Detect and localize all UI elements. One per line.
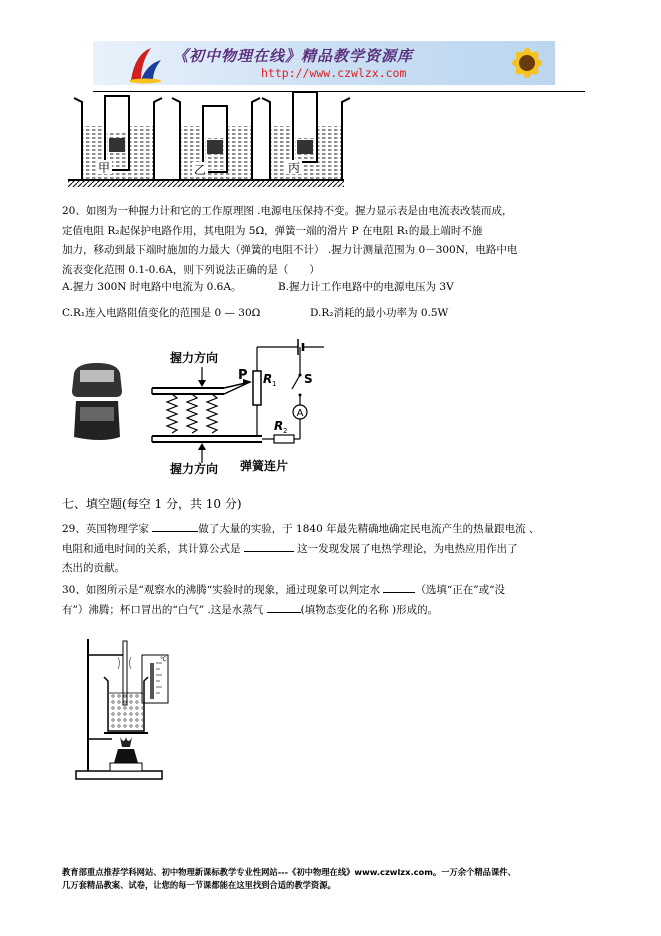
r1-label: R	[263, 372, 273, 386]
beakers-figure	[62, 88, 352, 190]
q20-line-1: 20、如图为一种握力计和它的工作原理图 .电源电压保持不变。握力显示表是由电流表改装而成，	[62, 205, 513, 217]
q20-line-2: 定值电阻 R₂起保护电路作用，其电阻为 5Ω，弹簧一端的滑片 P 在电阻 R₁的最上端时不施	[62, 224, 483, 237]
force-direction-bottom: 握力方向	[170, 462, 219, 476]
q30-blank-2[interactable]	[267, 601, 301, 613]
switch-s	[292, 375, 300, 389]
q29-line-1: 29、英国物理学家 做了大量的实验，于 1840 年最先精确地确定民电流产生的热量跟电流 、	[62, 520, 539, 540]
switch-label: S	[304, 372, 313, 386]
q29-line-3: 杰出的贡献。	[62, 562, 125, 574]
boiling-water-figure	[68, 633, 180, 785]
q29-blank-1[interactable]	[152, 520, 198, 532]
resistor-r1	[253, 371, 261, 405]
r1-subscript: 1	[272, 380, 277, 388]
spring-connector-label: 弹簧连片	[240, 459, 289, 473]
header-title: 《初中物理在线》精品教学资源库	[173, 47, 414, 65]
r2-subscript: 2	[283, 427, 288, 435]
beaker-bing	[262, 92, 350, 180]
sunflower-icon	[497, 41, 555, 85]
r2-label: R	[274, 419, 284, 433]
question-20	[62, 202, 517, 280]
beaker-yi	[172, 98, 260, 180]
question-30	[62, 581, 505, 620]
q20-line-3: 加力，移动到最下端时施加的力最大（弹簧的电阻不计） .握力计测量范围为 0－300N，电路中电	[62, 244, 518, 256]
q30-line-1: 30、如图所示是“观察水的沸腾“实验时的现象，通过现象可以判定水 （选填“正在”或“没	[62, 581, 505, 601]
footer	[62, 866, 516, 892]
slider-p-label: P	[238, 368, 248, 383]
force-direction-top: 握力方向	[170, 351, 219, 365]
beaker-label-yi: 乙	[193, 163, 207, 177]
grip-device-photo	[72, 363, 122, 440]
ammeter-label: A	[296, 408, 304, 419]
q20-option-c: C.R₁连入电路阻值变化的范围是 0 — 30Ω	[62, 307, 261, 319]
footer-line-2: 几万套精品教案、试卷，让您的每一节课都能在这里找到合适的教学资源。	[62, 880, 336, 890]
q30-line-2: 有”）沸腾；杯口冒出的“白气” .这是水蒸气 (填物态变化的名称 )形成的。	[62, 601, 505, 621]
section-7-title: 七、填空题(每空 1 分，共 10 分)	[62, 497, 242, 511]
q20-option-a: A.握力 300N 时电路中电流为 0.6A。	[62, 281, 242, 293]
beaker-label-jia: 甲	[97, 161, 111, 175]
grip-dynamometer-figure	[62, 333, 324, 478]
q29-blank-2[interactable]	[244, 540, 294, 552]
beaker-jia	[74, 96, 162, 180]
resistor-r2	[274, 435, 294, 443]
beaker-label-bing: 丙	[287, 161, 301, 175]
alcohol-lamp	[114, 749, 138, 763]
flame	[120, 737, 132, 747]
q30-blank-1[interactable]	[383, 581, 415, 593]
question-29	[62, 520, 539, 579]
site-logo	[125, 44, 165, 84]
q20-option-b: B.握力计工作电路中的电源电压为 3V	[278, 281, 454, 293]
footer-line-1: 教育部重点推荐学科网站、初中物理新课标教学专业性网站---《初中物理在线》www.czwlzx.com。一万余个精品课件、	[62, 867, 516, 877]
thermometer-unit: ℃	[160, 656, 167, 663]
q29-line-2: 电阻和通电时间的关系，其计算公式是 这一发现发展了电热学理论，为电热应用作出了	[62, 540, 539, 560]
header-url[interactable]: http://www.czwlzx.com	[261, 66, 407, 80]
q20-line-4: 流表变化范围 0.1-0.6A，则下列说法正确的是（ ）	[62, 263, 320, 276]
q20-option-d: D.R₂消耗的最小功率为 0.5W	[310, 307, 449, 319]
header-banner	[93, 41, 555, 85]
